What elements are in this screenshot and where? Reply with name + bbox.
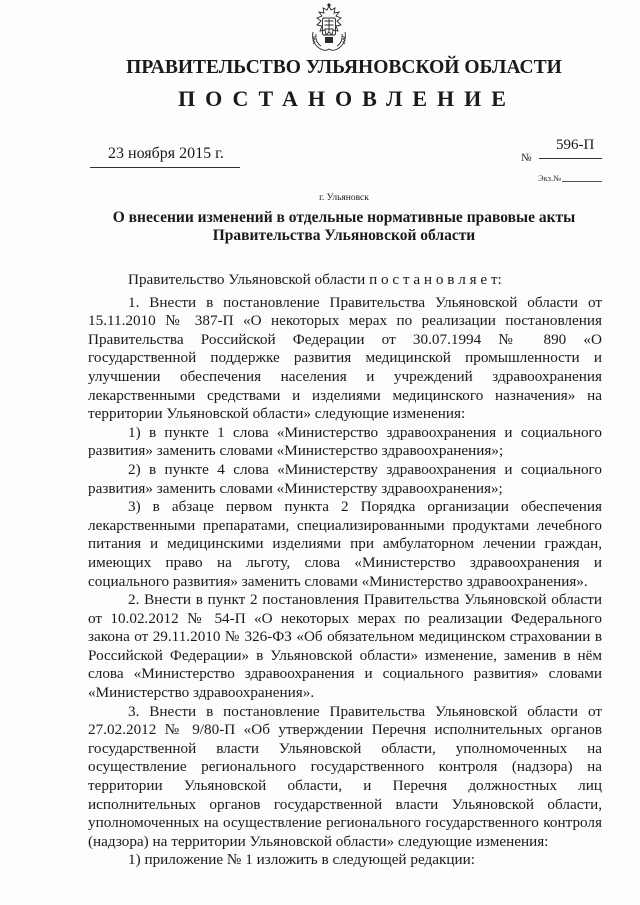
body-paragraph-3: 3. Внести в постановление Правительства Ульяновской области от 27.02.2012 № 9/80-П «Об утверждении Перечня исполнительных органов государственной власти Ульяновской области, уполномоченных на осуществление регионального государственного контроля (надзора) на территории Ульяновской области, и Перечня должностных лиц исполнительных органов государственной власти Ульяновской области, уполномоченных на осуществление регионального государственного контроля (надзора) на территории Ульяновской области» следующие изменения: [88, 702, 602, 850]
number-mark: № [521, 152, 532, 164]
decree-date: 23 ноября 2015 г. [108, 145, 224, 162]
coat-of-arms-emblem [307, 2, 351, 54]
city-line: г. Ульяновск [319, 193, 369, 203]
copy-number-mark: Экз.№ [538, 173, 562, 183]
body-intro: Правительство Ульяновской области п о с т а н о в л я е т: [128, 271, 502, 288]
decree-number: 596-П [556, 137, 595, 153]
decree-type-title: ПОСТАНОВЛЕНИЕ [178, 86, 516, 111]
body-paragraph-1-2: 2) в пункте 4 слова «Министерству здравоохранения и социального развития» заменить словами «Министерству здравоохранения»; [88, 460, 602, 497]
decree-subject [0, 209, 640, 245]
body-paragraph-1: 1. Внести в постановление Правительства Ульяновской области от 15.11.2010 № 387-П «О некоторых мерах по реализации постановления Правительства Российской Федерации от 30.07.1994 № 890 «О государственной поддержке развития медицинской промышленности и улучшении обеспечения населения и учреждений здравоохранения лекарственными средствами и изделиями медицинского назначения» на территории Ульяновской области» следующие изменения: [88, 293, 602, 423]
body-paragraph-3-1: 1) приложение № 1 изложить в следующей редакции: [128, 851, 475, 869]
date-underline [90, 167, 240, 168]
body-paragraph-1-1: 1) в пункте 1 слова «Министерство здравоохранения и социального развития» заменить словами «Министерство здравоохранения»; [88, 423, 602, 460]
subject-line-2: Правительства Ульяновской области [212, 227, 476, 244]
body-paragraph-2: 2. Внести в пункт 2 постановления Правительства Ульяновской области от 10.02.2012 № 54-П «О некоторых мерах по реализации Федерального закона от 29.11.2010 № 326-ФЗ «Об обязательном медицинском страховании в Российской Федерации» в Ульяновской области» изменение, заменив в нём слова «Министерство здравоохранения и социального развития» словами «Министерство здравоохранения». [88, 591, 602, 702]
subject-line-1: О внесении изменений в отдельные нормативные правовые акты [112, 209, 576, 226]
decree-body [88, 271, 602, 870]
body-paragraph-1-3: 3) в абзаце первом пункта 2 Порядка организации обеспечения лекарственными препаратами, специализированными продуктами лечебного питания и медицинскими изделиями при амбулаторном лечении граждан, имеющих право на льготу, слова «Министерство здравоохранения и социального развития» заменить словами «Министерство здравоохранения». [88, 498, 602, 590]
copy-number-underline [562, 181, 602, 182]
number-underline [539, 158, 602, 159]
government-title: ПРАВИТЕЛЬСТВО УЛЬЯНОВСКОЙ ОБЛАСТИ [126, 57, 562, 78]
